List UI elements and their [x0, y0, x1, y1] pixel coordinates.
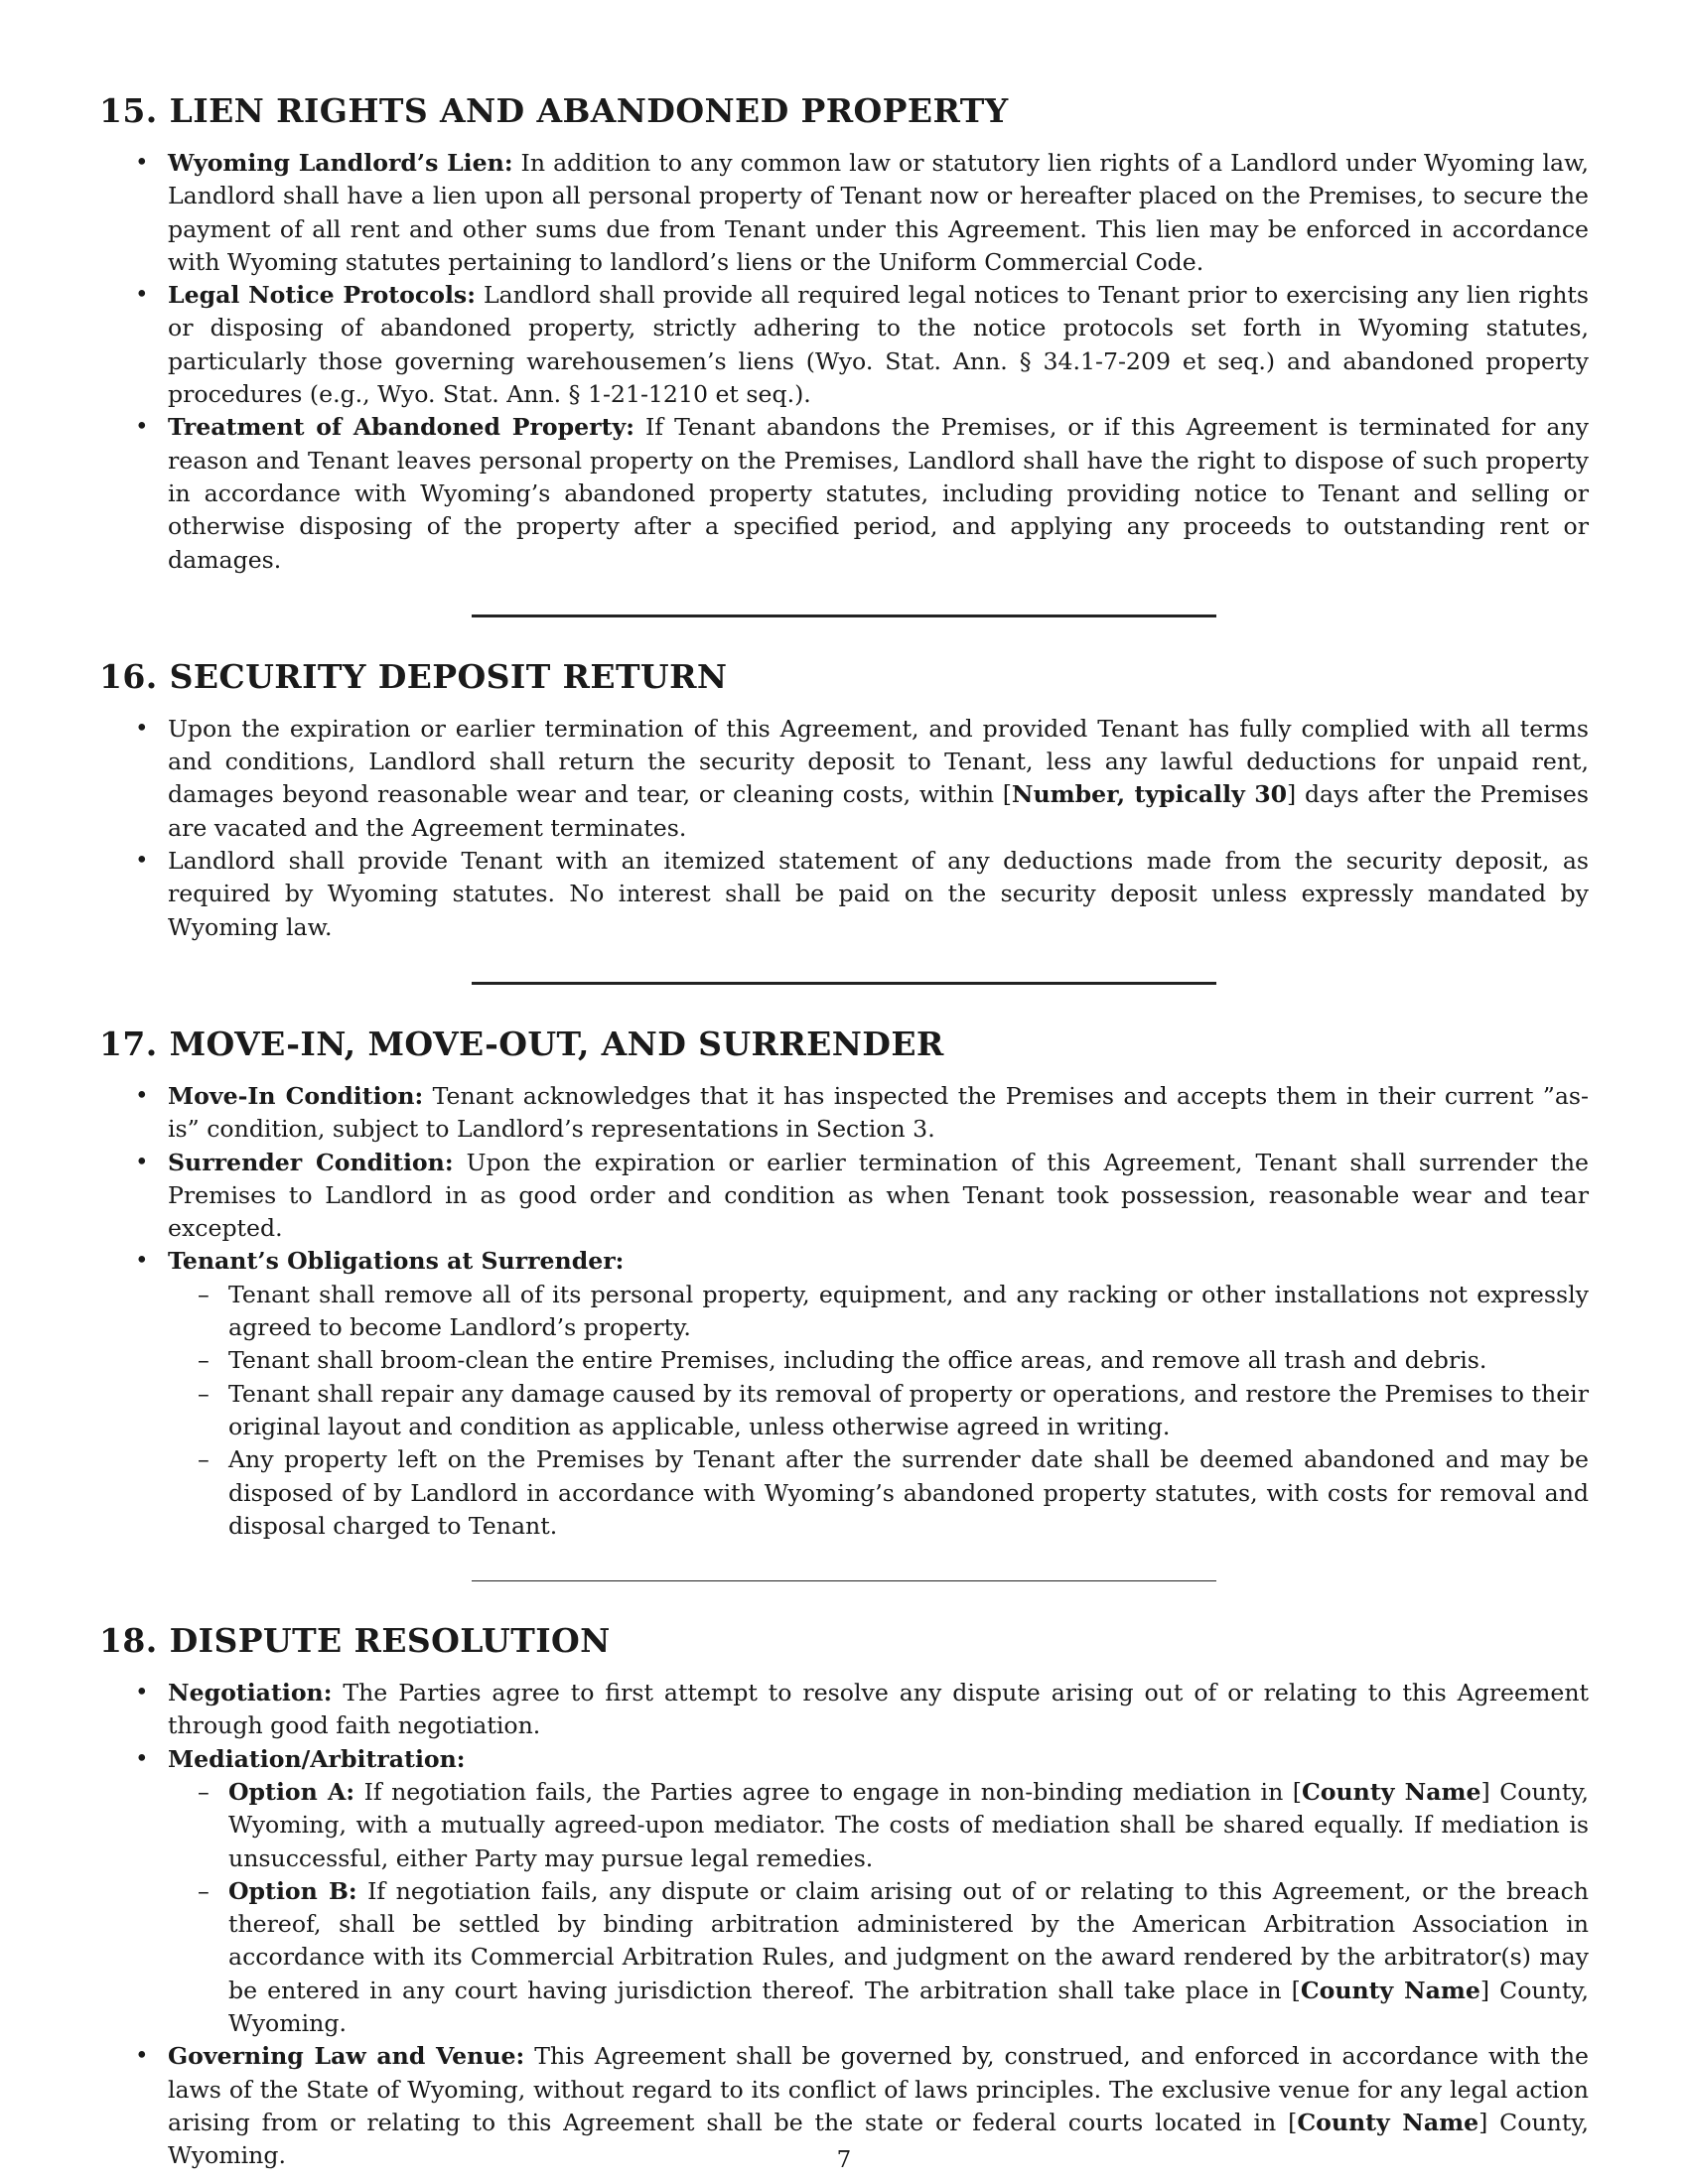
section-16 [99, 657, 1589, 944]
sub-list-item: – Tenant shall broom-clean the entire Premises, including the office areas, and remove all trash and debris. [168, 1344, 1589, 1377]
bullet-list [99, 1677, 1589, 2172]
item-text: Landlord shall provide all required legal notices to Tenant prior to exercising any lien rights or disposing of abandoned property, strictly adhering to the notice protocols set forth in Wyoming statutes, particularly those governing warehousemen’s liens (Wyo. Stat. Ann. § 34.1-7-209 et seq.) and abandoned property procedures (e.g., Wyo. Stat. Ann. § 1-21-1210 et seq.). [168, 281, 1590, 409]
bullet-list [99, 713, 1589, 944]
bullet-list [99, 1080, 1589, 1543]
placeholder-field: County Name [1302, 1777, 1481, 1806]
sub-list-item [168, 1875, 1589, 2040]
item-text: ] County, Wyoming, with a mutually agreed-upon mediator. The costs of mediation shall be shared equally. If mediation is unsuccessful, either Party may pursue legal remedies. [228, 1777, 1590, 1872]
section-heading [99, 1024, 1589, 1064]
sub-list-item: – Tenant shall repair any damage caused by its removal of property or operations, and restore the Premises to their original layout and condition as applicable, unless otherwise agreed in writing. [168, 1378, 1589, 1444]
item-label: Governing Law and Venue: [168, 2042, 525, 2071]
section-17 [99, 1024, 1589, 1543]
item-text: If negotiation fails, the Parties agree to engage in non-binding mediation in [ [363, 1777, 1302, 1806]
page-number: 7 [836, 2147, 852, 2173]
list-item [99, 1677, 1589, 1743]
section-title: MOVE-IN, MOVE-OUT, AND SURRENDER [169, 1024, 944, 1063]
item-text: Landlord shall provide Tenant with an itemized statement of any deductions made from the security deposit, as required by Wyoming statutes. No interest shall be paid on the security deposit unless expressly mandated by Wyoming law. [168, 847, 1589, 941]
section-title: LIEN RIGHTS AND ABANDONED PROPERTY [169, 91, 1009, 130]
sub-list-item: – Any property left on the Premises by Tenant after the surrender date shall be deemed abandoned and may be disposed of by Landlord in accordance with Wyoming’s abandoned property statutes, with costs for removal and disposal charged to Tenant. [168, 1443, 1589, 1543]
section-divider [472, 1580, 1216, 1581]
placeholder-field: Number, typically 30 [1011, 780, 1288, 809]
sub-list [168, 1776, 1589, 2040]
list-item [99, 1245, 1589, 1543]
list-item [99, 147, 1589, 279]
list-item [99, 1080, 1589, 1147]
section-title: SECURITY DEPOSIT RETURN [169, 656, 728, 696]
item-text: The Parties agree to first attempt to resolve any dispute arising out of or relating to this Agreement through good faith negotiation. [168, 1679, 1589, 1740]
section-heading [99, 657, 1589, 697]
placeholder-field: County Name [1300, 1976, 1480, 2004]
item-text: ] days after the Premises are vacated and the Agreement terminates. [168, 780, 1589, 842]
item-label: Legal Notice Protocols: [168, 281, 476, 310]
sub-list-item [168, 1776, 1589, 1875]
item-label: Surrender Condition: [168, 1148, 454, 1176]
section-number: 16. [99, 656, 158, 696]
list-item [99, 279, 1589, 411]
item-label: Tenant’s Obligations at Surrender: [168, 1247, 625, 1276]
item-text: ] County, Wyoming. [168, 2108, 1590, 2170]
section-heading [99, 91, 1589, 131]
item-text: Upon the expiration or earlier termination of this Agreement, Tenant shall surrender the Premises to Landlord in as good order and condition as when Tenant took possession, reasonable wear and tear excepted. [168, 1148, 1590, 1243]
bullet-list [99, 147, 1589, 577]
item-label: Mediation/Arbitration: [168, 1744, 466, 1773]
section-number: 15. [99, 91, 158, 130]
item-text: ] County, Wyoming. [228, 1976, 1589, 2038]
section-18 [99, 1621, 1589, 2172]
list-item [99, 1147, 1589, 1246]
item-text: In addition to any common law or statutory lien rights of a Landlord under Wyoming law, Landlord shall have a lien upon all personal property of Tenant now or hereafter placed on the Premises, to secure the payment of all rent and other sums due from Tenant under this Agreement. This lien may be enforced in accordance with Wyoming statutes pertaining to landlord’s liens or the Uniform Commercial Code. [168, 149, 1590, 276]
section-number: 17. [99, 1024, 158, 1063]
list-item [99, 713, 1589, 845]
item-text: This Agreement shall be governed by, construed, and enforced in accordance with the laws of the State of Wyoming, without regard to its conflict of laws principles. The exclusive venue for any legal action arising from or relating to this Agreement shall be the state or federal courts located in [ [168, 2042, 1589, 2136]
item-text: If Tenant abandons the Premises, or if this Agreement is terminated for any reason and Tenant leaves personal property on the Premises, Landlord shall have the right to dispose of such property in accordance with Wyoming’s abandoned property statutes, including providing notice to Tenant and selling or otherwise disposing of the property after a specified period, and applying any proceeds to outstanding rent or damages. [168, 413, 1589, 574]
placeholder-field: County Name [1297, 2108, 1479, 2136]
item-text: If negotiation fails, any dispute or claim arising out of or relating to this Agreement, or the breach thereof, shall be settled by binding arbitration administered by the American Arbitration Association in accordance with its Commercial Arbitration Rules, and judgment on the award rendered by the arbitrator(s) may be entered in any court having jurisdiction thereof. The arbitration shall take place in [ [228, 1876, 1589, 2004]
section-divider [472, 982, 1216, 985]
list-item [99, 845, 1589, 944]
section-heading [99, 1621, 1589, 1661]
section-divider [472, 614, 1216, 617]
item-text: Upon the expiration or earlier termination of this Agreement, and provided Tenant has fully complied with all terms and conditions, Landlord shall return the security deposit to Tenant, less any lawful deductions for unpaid rent, damages beyond reasonable wear and tear, or cleaning costs, within [ [168, 714, 1589, 809]
item-label: Move-In Condition: [168, 1081, 424, 1110]
list-item [99, 411, 1589, 576]
list-item [99, 1743, 1589, 2041]
item-label: Negotiation: [168, 1679, 333, 1707]
sub-list-item: – Tenant shall remove all of its personal property, equipment, and any racking or other installations not expressly agreed to become Landlord’s property. [168, 1279, 1589, 1345]
item-text: Tenant acknowledges that it has inspected the Premises and accepts them in their current ”as-is” condition, subject to Landlord’s representations in Section 3. [168, 1081, 1589, 1144]
option-label: Option A: [228, 1777, 355, 1806]
option-label: Option B: [228, 1876, 357, 1905]
section-15 [99, 91, 1589, 577]
item-label: Treatment of Abandoned Property: [168, 413, 634, 442]
section-number: 18. [99, 1621, 158, 1661]
sub-list [168, 1279, 1589, 1543]
item-label: Wyoming Landlord’s Lien: [168, 149, 513, 177]
section-title: DISPUTE RESOLUTION [169, 1621, 611, 1661]
page-content [99, 91, 1589, 2173]
